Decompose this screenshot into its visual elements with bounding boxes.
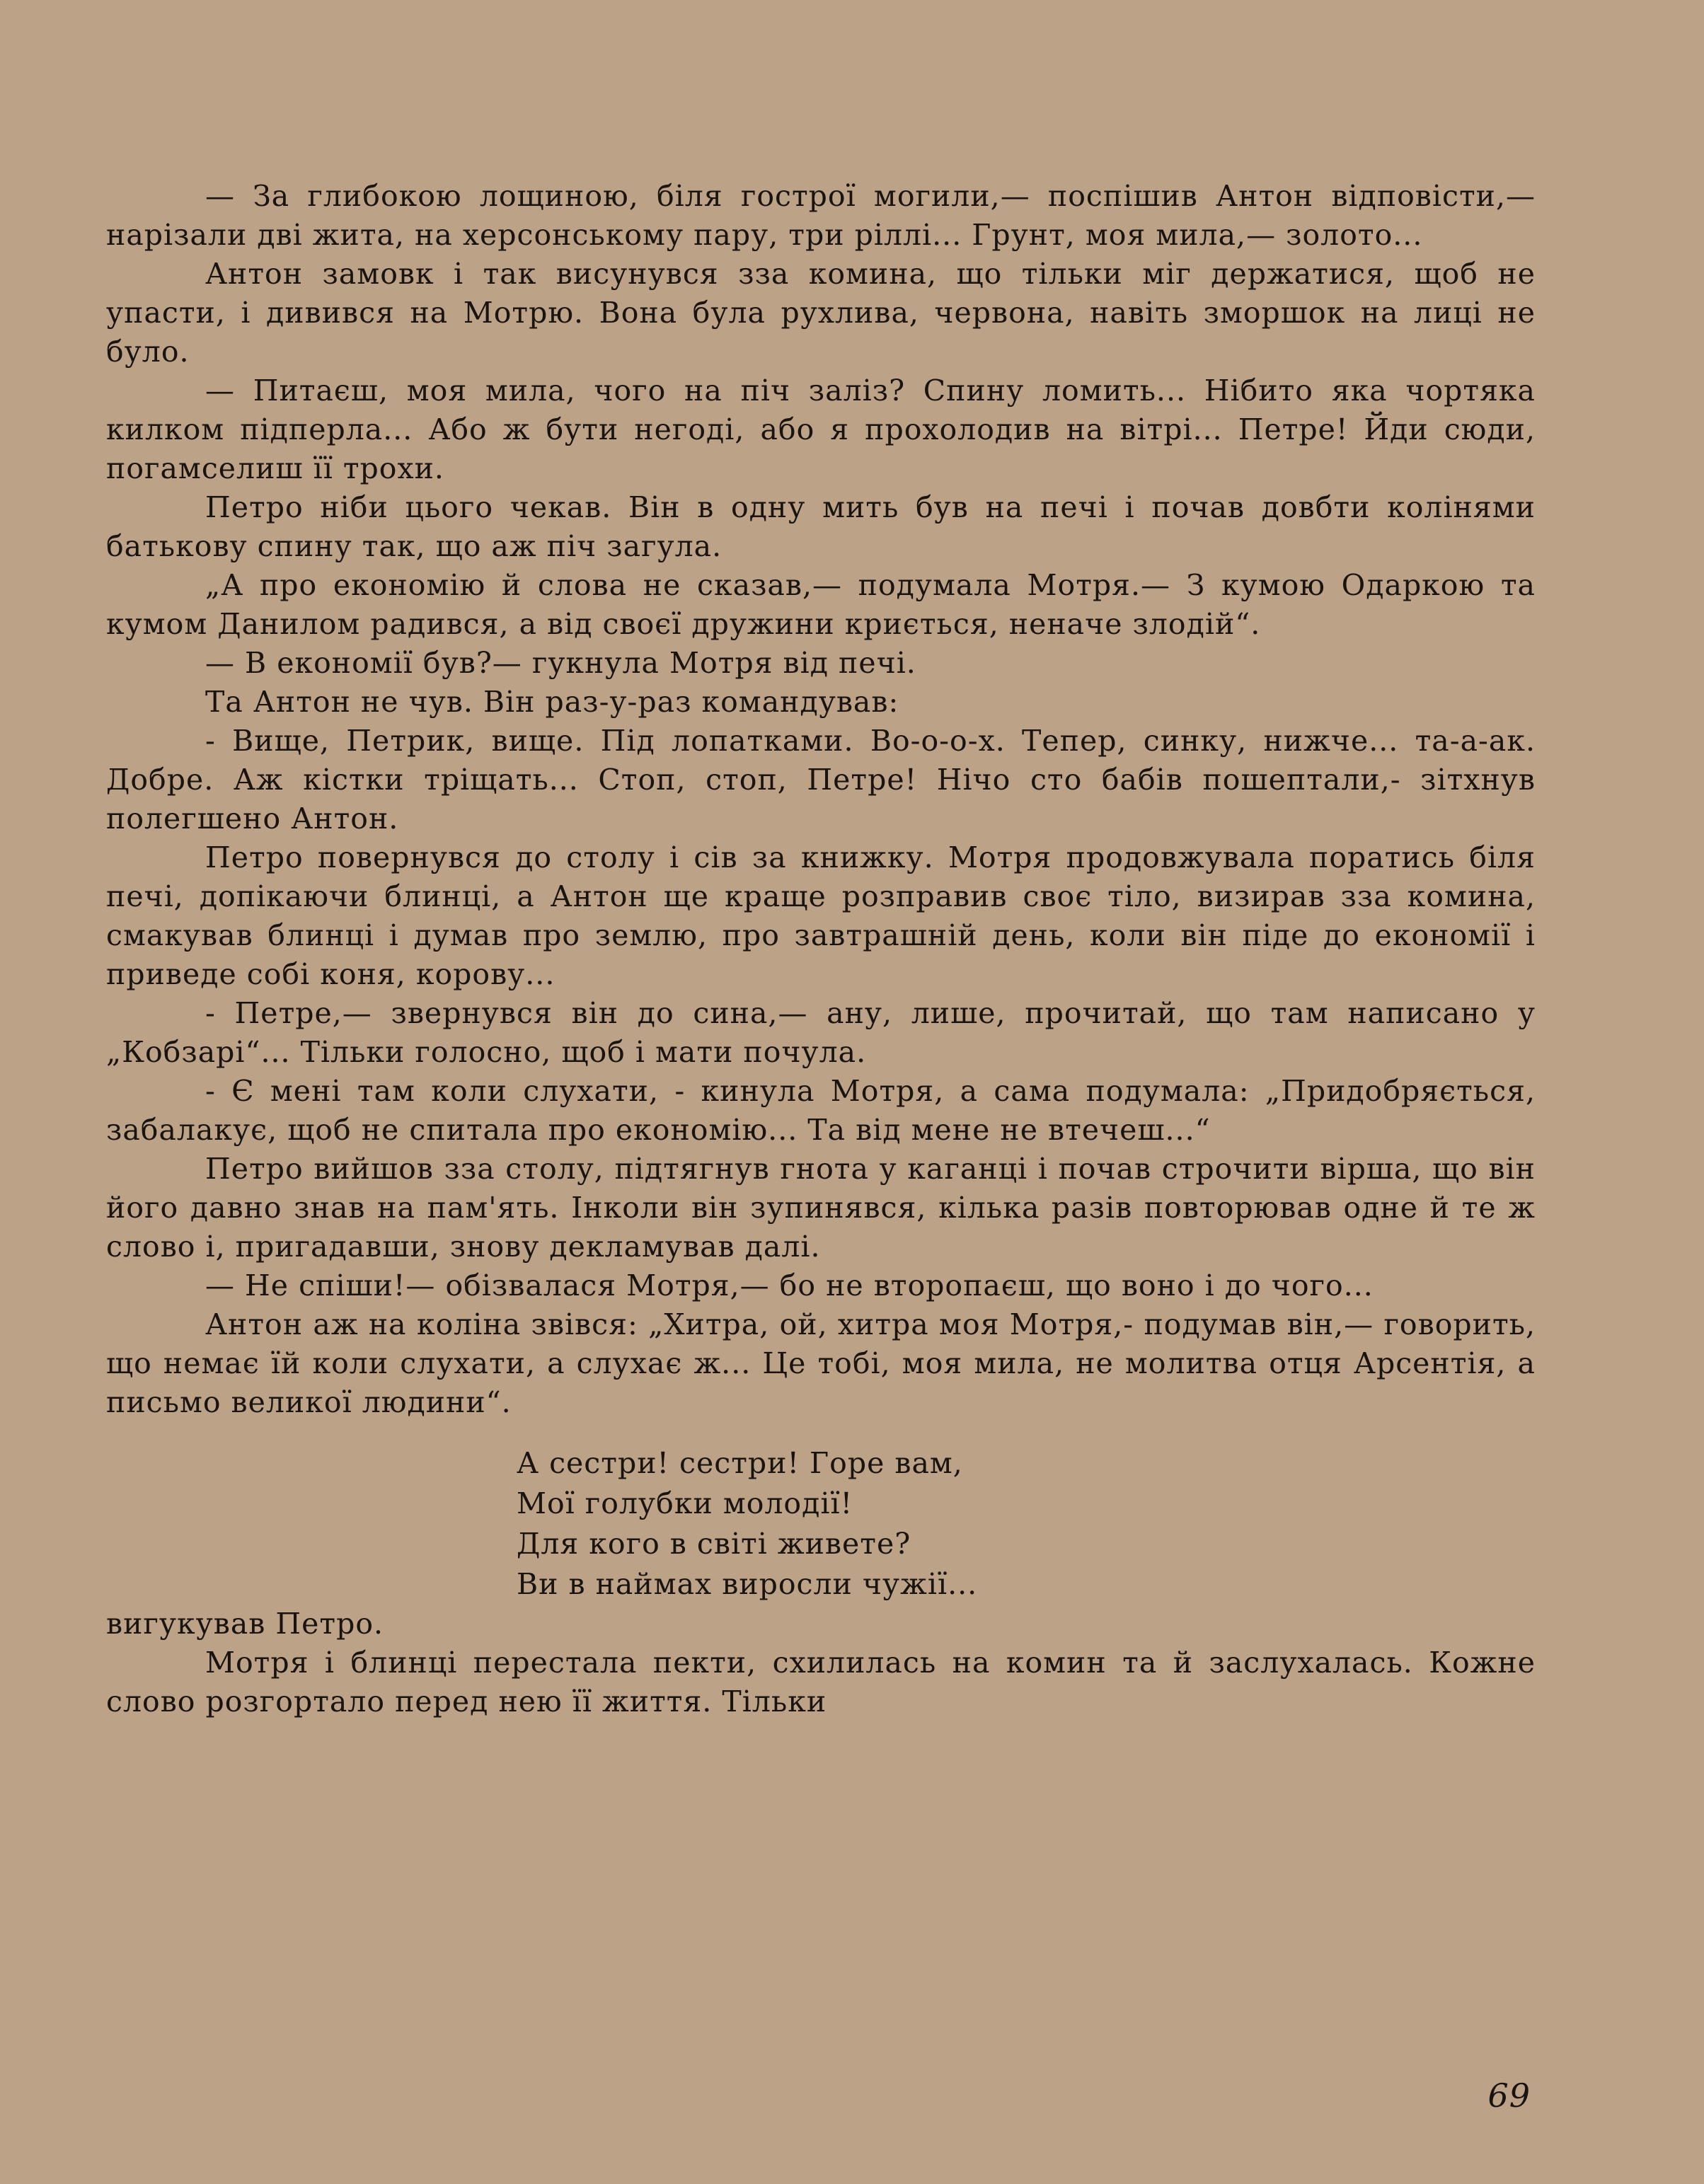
paragraph: — За глибокою лощиною, біля гострої могили,— поспішив Антон відповісти,— нарізали дві жита, на херсонському пару, три ріллі... Грунт, моя мила,— золото... xyxy=(106,179,1536,252)
paragraph: — В економії був?— гукнула Мотря від печі. xyxy=(205,646,916,680)
paragraph: Мотря і блинці перестала пекти, схилилась на комин та й заслухалась. Кожне слово розгортало перед нею її життя. Тільки xyxy=(106,1646,1536,1718)
paragraph: Петро повернувся до столу і сів за книжку. Мотря продовжувала поратись біля печі, допікаючи блинці, а Антон ще краще розправив своє тіло, визирав зза комина, смакував блинці і думав про землю, про завтрашній день, коли він піде до економії і приведе собі коня, корову... xyxy=(106,840,1536,991)
paragraph: - Вище, Петрик, вище. Під лопатками. Во-о-о-х. Тепер, синку, нижче... та-а-ак. Добре. Аж кістки тріщать... Стоп, стоп, Петре! Нічо сто бабів пошептали,- зітхнув полегшено Антон. xyxy=(106,724,1536,836)
paragraph: - Петре,— звернувся він до сина,— ану, лише, прочитай, що там написано у „Кобзарі“... Тільки голосно, щоб і мати почула. xyxy=(106,996,1536,1069)
body-text xyxy=(106,177,1536,1721)
paragraph: Петро вийшов зза столу, підтягнув гнота у каганці і почав строчити вірша, що він його давно знав на пам'ять. Інколи він зупинявся, кілька разів повторював одне й те ж слово і, пригадавши, знову декламував далі. xyxy=(106,1152,1536,1264)
paragraph: — Питаєш, моя мила, чого на піч заліз? Спину ломить... Нібито яка чортяка килком підперла... Або ж бути негоді, або я прохолодив на вітрі... Петре! Йди сюди, погамселиш її трохи. xyxy=(106,374,1536,485)
paragraph: — Не спіши!— обізвалася Мотря,— бо не второпаєш, що воно і до чого... xyxy=(205,1269,1374,1302)
paragraph: Антон замовк і так висунувся зза комина, що тільки міг держатися, щоб не упасти, і дивився на Мотрю. Вона була рухлива, червона, навіть зморшок на лиці не було. xyxy=(106,257,1536,369)
paragraph: - Є мені там коли слухати, - кинула Мотря, а сама подумала: „Придобряється, забалакує, щоб не спитала про економію... Та від мене не втечеш...“ xyxy=(106,1074,1536,1147)
paragraph: Антон аж на коліна звівся: „Хитра, ой, хитра моя Мотря,- подумав він,— говорить, що немає їй коли слухати, а слухає ж... Це тобі, моя мила, не молитва отця Арсентія, а письмо великої людини“. xyxy=(106,1307,1536,1419)
page-number: 69 xyxy=(1487,2076,1531,2115)
poem-line: Мої голубки молодії! xyxy=(517,1486,853,1520)
poem-line: А сестри! сестри! Горе вам, xyxy=(517,1446,963,1480)
paragraph: Та Антон не чув. Він раз-у-раз командував: xyxy=(205,685,899,719)
poem-line: Ви в наймах виросли чужії... xyxy=(517,1567,978,1601)
poem-quote xyxy=(517,1443,1536,1605)
poem-line: Для кого в світі живете? xyxy=(517,1527,911,1561)
verse-attribution: вигукував Петро. xyxy=(106,1607,384,1641)
paragraph: „А про економію й слова не сказав,— подумала Мотря.— З кумою Одаркою та кумом Данилом радився, а від своєї дружини криється, неначе злодій“. xyxy=(106,568,1536,641)
paragraph: Петро ніби цього чекав. Він в одну мить був на печі і почав довбти колінями батькову спину так, що аж піч загула. xyxy=(106,490,1536,563)
